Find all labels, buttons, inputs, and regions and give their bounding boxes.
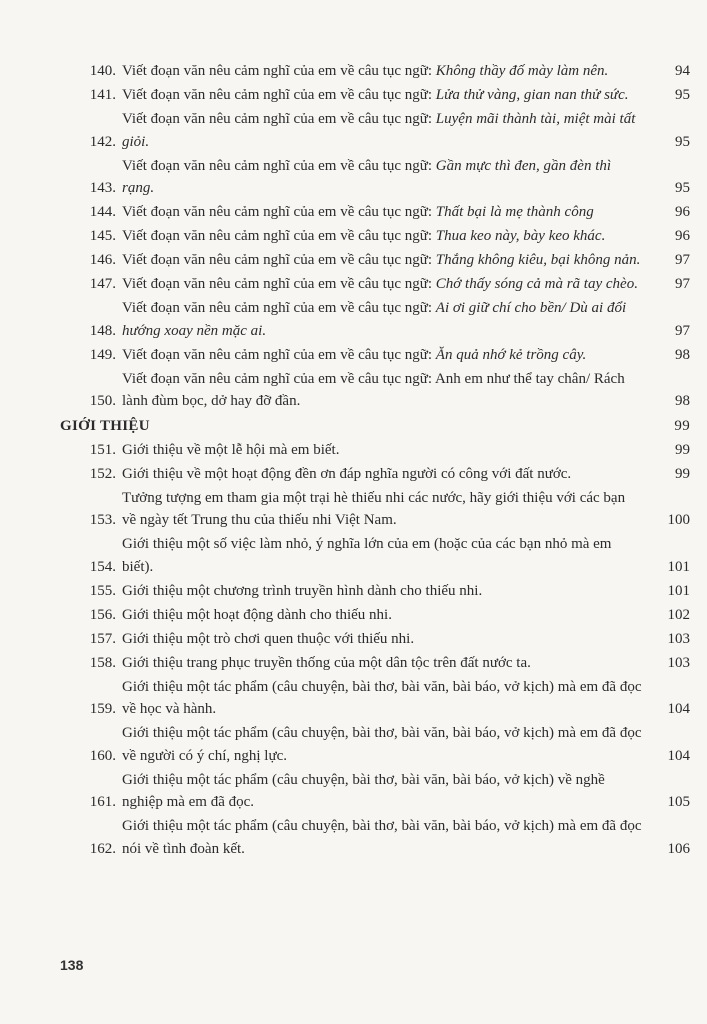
entry-page-number: 98	[675, 346, 690, 363]
toc-entry	[60, 155, 690, 200]
section-page-number: 99	[674, 417, 690, 434]
entry-number: 152.	[89, 465, 116, 482]
entry-page-number: 95	[675, 87, 690, 103]
entry-number: 161.	[89, 794, 116, 810]
entry-title-quote: Luyện mãi thành tài, miệt mài tất giỏi.	[122, 111, 636, 150]
entry-number: 142.	[89, 133, 116, 150]
entry-title	[122, 60, 660, 83]
entry-title-quote: Thắng không kiêu, bại không nản.	[435, 252, 641, 268]
entry-title-quote: Ai ơi giữ chí cho bền/ Dù ai đổi hướng xoay nền mặc ai.	[122, 300, 627, 339]
entry-page-number: 100	[667, 512, 690, 528]
toc-entry	[60, 297, 690, 342]
entry-title-prefix: Viết đoạn văn nêu cảm nghĩ của em về câu tục ngữ:	[122, 300, 436, 316]
entry-page-number: 102	[667, 606, 690, 623]
entry-title: Giới thiệu một chương trình truyền hình dành cho thiếu nhi.	[122, 582, 483, 599]
entry-number: 141.	[89, 87, 116, 103]
entry-title-prefix: Viết đoạn văn nêu cảm nghĩ của em về câu tục ngữ:	[122, 228, 436, 244]
entry-page-number: 96	[675, 204, 690, 220]
entry-title: Giới thiệu một tác phẩm (câu chuyện, bài thơ, bài văn, bài báo, vở kịch) về nghề nghiệp mà em đã đọc.	[122, 771, 605, 810]
entry-title-quote: Không thầy đố mày làm nên.	[435, 63, 609, 79]
entry-number: 143.	[89, 180, 116, 196]
section-title: GIỚI THIỆU	[60, 417, 150, 434]
toc-entry	[60, 273, 690, 296]
toc-entry	[60, 108, 690, 153]
entry-title: Giới thiệu một trò chơi quen thuộc với thiếu nhi.	[122, 630, 415, 647]
table-of-contents	[60, 60, 690, 862]
entry-title-prefix: Viết đoạn văn nêu cảm nghĩ của em về câu tục ngữ:	[122, 204, 436, 220]
entry-page-number: 103	[667, 630, 690, 647]
entry-title: Giới thiệu một tác phẩm (câu chuyện, bài thơ, bài văn, bài báo, vở kịch) mà em đã đọc về người có ý chí, nghị lực.	[122, 725, 642, 764]
entry-title: Giới thiệu một hoạt động dành cho thiếu nhi.	[122, 606, 392, 623]
entry-number: 156.	[89, 606, 116, 623]
entry-title: Giới thiệu một tác phẩm (câu chuyện, bài thơ, bài văn, bài báo, vở kịch) mà em đã đọc nói về tình đoàn kết.	[122, 818, 642, 857]
entry-title: Giới thiệu về một hoạt động đền ơn đáp nghĩa người có công với đất nước.	[122, 465, 572, 482]
toc-entry	[60, 580, 690, 603]
entry-title-prefix: Viết đoạn văn nêu cảm nghĩ của em về câu tục ngữ:	[122, 87, 436, 103]
entry-page-number: 97	[675, 276, 690, 292]
toc-entry	[60, 225, 690, 248]
entry-page-number: 97	[675, 322, 690, 339]
entry-number: 145.	[89, 228, 116, 244]
section-heading	[60, 415, 690, 438]
entry-number: 157.	[89, 630, 116, 647]
toc-entry	[60, 60, 690, 83]
entry-page-number: 99	[675, 441, 690, 458]
entry-title	[122, 108, 660, 153]
entry-number: 140.	[89, 63, 116, 79]
entry-title-quote: Thua keo này, bày keo khác.	[435, 228, 606, 244]
entry-title-prefix: Viết đoạn văn nêu cảm nghĩ của em về câu tục ngữ:	[122, 157, 436, 174]
entry-title	[122, 155, 660, 200]
entry-number: 150.	[89, 393, 116, 409]
entry-title: Giới thiệu một tác phẩm (câu chuyện, bài thơ, bài văn, bài báo, vở kịch) mà em đã đọc về học và hành.	[122, 678, 642, 717]
entry-page-number: 95	[675, 180, 690, 196]
entry-page-number: 98	[675, 393, 690, 409]
entry-number: 155.	[89, 582, 116, 599]
page-number: 138	[60, 957, 84, 973]
entry-number: 159.	[89, 701, 116, 717]
entry-title: Giới thiệu về một lễ hội mà em biết.	[122, 441, 340, 458]
entry-title-prefix: Viết đoạn văn nêu cảm nghĩ của em về câu tục ngữ:	[122, 111, 436, 127]
toc-entry	[60, 439, 690, 462]
entry-title-quote: Ăn quả nhớ kẻ trồng cây.	[435, 346, 587, 363]
toc-entry	[60, 249, 690, 272]
entry-title	[122, 297, 660, 342]
entry-title	[122, 201, 660, 224]
entry-title: Giới thiệu trang phục truyền thống của một dân tộc trên đất nước ta.	[122, 654, 531, 671]
toc-entry	[60, 344, 690, 367]
entry-number: 160.	[89, 747, 116, 764]
entry-number: 154.	[89, 558, 116, 575]
entry-page-number: 103	[667, 654, 690, 671]
toc-entry	[60, 652, 690, 675]
entry-title-prefix: Viết đoạn văn nêu cảm nghĩ của em về câu tục ngữ:	[122, 346, 436, 363]
entry-page-number: 95	[675, 133, 690, 150]
entry-page-number: 96	[675, 228, 690, 244]
entry-page-number: 105	[667, 794, 690, 810]
entry-number: 153.	[89, 512, 116, 528]
toc-entry	[60, 815, 690, 860]
entry-title-quote: Chớ thấy sóng cả mà rã tay chèo.	[435, 276, 638, 292]
toc-list-introductions	[60, 439, 690, 861]
entry-number: 151.	[89, 441, 116, 458]
entry-title	[122, 249, 660, 272]
entry-number: 149.	[89, 346, 116, 363]
entry-number: 162.	[89, 840, 116, 857]
toc-entry	[60, 604, 690, 627]
toc-entry	[60, 84, 690, 107]
toc-list-essays	[60, 60, 690, 413]
entry-title-quote: Gần mực thì đen, gần đèn thì rạng.	[122, 157, 612, 196]
toc-entry	[60, 463, 690, 486]
entry-title-quote: Lửa thử vàng, gian nan thử sức.	[435, 87, 629, 103]
entry-title-prefix: Viết đoạn văn nêu cảm nghĩ của em về câu tục ngữ:	[122, 63, 436, 79]
toc-entry	[60, 201, 690, 224]
entry-title-prefix: Viết đoạn văn nêu cảm nghĩ của em về câu tục ngữ:	[122, 276, 436, 292]
entry-title	[122, 84, 660, 107]
entry-title-prefix: Viết đoạn văn nêu cảm nghĩ của em về câu tục ngữ: Anh em như thể tay chân/ Rách lành đùm bọc, dở hay đỡ đần.	[122, 370, 625, 409]
toc-entry	[60, 628, 690, 651]
toc-entry	[60, 769, 690, 814]
entry-number: 144.	[89, 204, 116, 220]
entry-title	[122, 273, 660, 296]
entry-title: Tưởng tượng em tham gia một trại hè thiếu nhi các nước, hãy giới thiệu với các bạn về ngày tết Trung thu của thiếu nhi Việt Nam.	[122, 489, 626, 528]
toc-entry	[60, 722, 690, 767]
entry-page-number: 101	[667, 558, 690, 575]
entry-number: 146.	[89, 252, 116, 268]
toc-entry	[60, 487, 690, 532]
entry-page-number: 106	[667, 840, 690, 857]
entry-page-number: 99	[675, 465, 690, 482]
entry-page-number: 104	[667, 701, 690, 717]
entry-page-number: 104	[667, 747, 690, 764]
entry-number: 148.	[89, 322, 116, 339]
toc-entry	[60, 533, 690, 578]
entry-page-number: 97	[675, 252, 690, 268]
entry-number: 147.	[89, 276, 116, 292]
entry-title	[122, 225, 660, 248]
entry-title-prefix: Viết đoạn văn nêu cảm nghĩ của em về câu tục ngữ:	[122, 252, 436, 268]
entry-title	[122, 368, 660, 413]
entry-number: 158.	[89, 654, 116, 671]
toc-entry	[60, 368, 690, 413]
entry-page-number: 94	[675, 63, 690, 79]
entry-title	[122, 344, 660, 367]
entry-title: Giới thiệu một số việc làm nhỏ, ý nghĩa lớn của em (hoặc của các bạn nhỏ mà em biết).	[122, 536, 612, 575]
toc-entry	[60, 676, 690, 721]
entry-page-number: 101	[667, 582, 690, 599]
entry-title-quote: Thất bại là mẹ thành công	[435, 204, 594, 220]
